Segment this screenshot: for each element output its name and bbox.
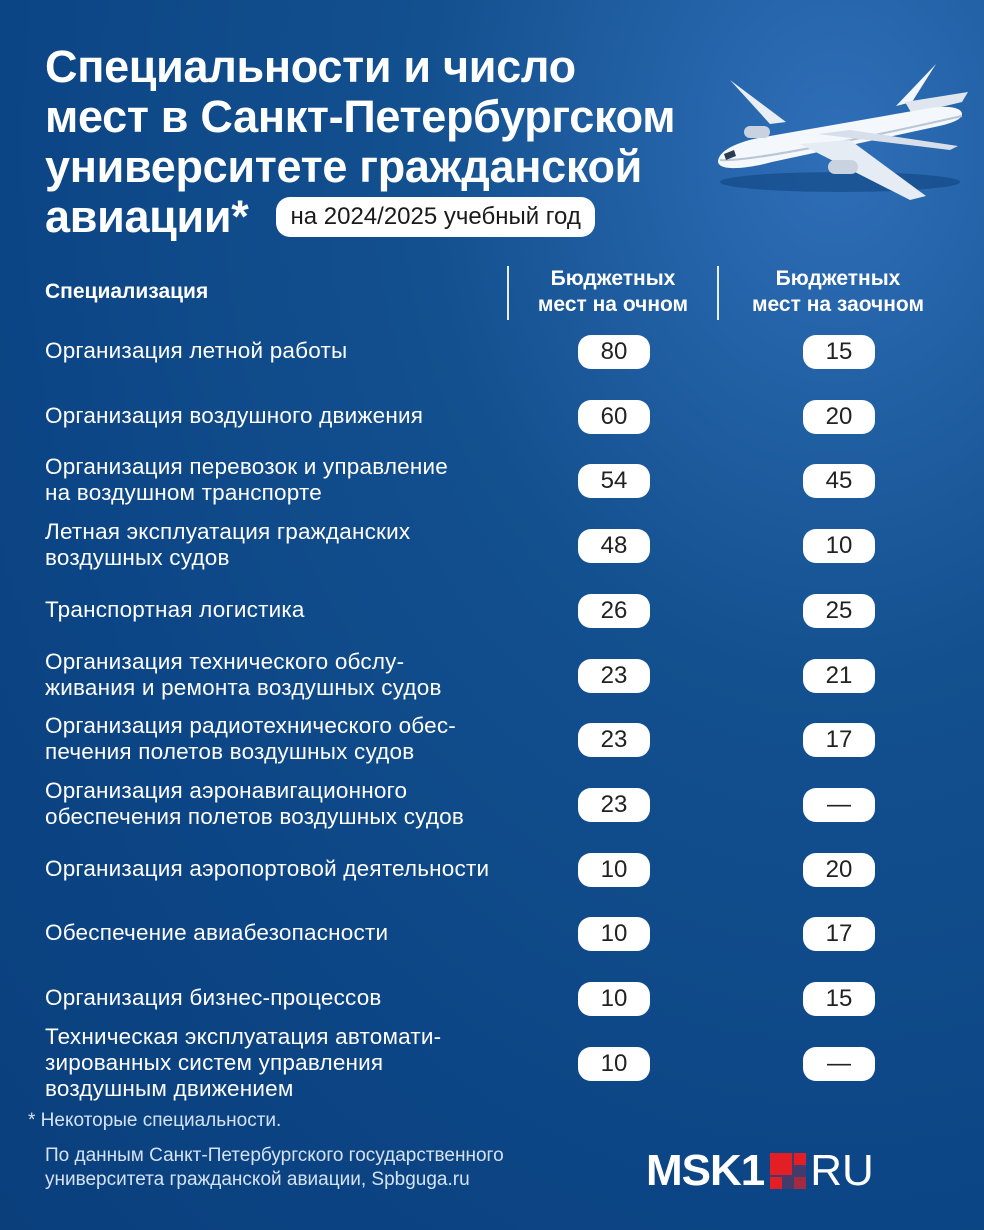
specialization-name-line: Обеспечение авиабезопасности — [45, 920, 389, 946]
fulltime-seats-badge: 10 — [578, 1047, 650, 1081]
table-row — [0, 901, 984, 965]
fulltime-seats-badge: 23 — [578, 723, 650, 757]
parttime-seats-badge: 20 — [803, 853, 875, 887]
column-header-fulltime-line-1: Бюджетных — [550, 267, 676, 290]
specialization-name-line: печения полетов воздушных судов — [45, 739, 415, 765]
specialization-name — [45, 384, 565, 448]
specialization-name-line: Организация летной работы — [45, 338, 348, 363]
specialization-name-line: Организация аэропортовой деятельности — [45, 855, 490, 881]
specialization-name — [45, 1023, 565, 1101]
logo-domain: RU — [810, 1146, 874, 1195]
parttime-seats-badge: — — [803, 1047, 875, 1081]
logo-square-icon — [770, 1153, 806, 1189]
table-row — [0, 966, 984, 1030]
column-divider — [717, 266, 719, 320]
table-row — [0, 1023, 984, 1101]
title-line-4: авиации* — [45, 191, 249, 242]
parttime-seats-badge: 15 — [803, 982, 875, 1016]
source-note — [45, 1144, 605, 1192]
fulltime-seats-badge: 26 — [578, 594, 650, 628]
logo-text: MSK1 — [646, 1146, 765, 1195]
specialization-name-line: воздушным движением — [45, 1075, 294, 1101]
table-row — [0, 384, 984, 448]
specialization-name — [45, 901, 565, 965]
footnote: * Некоторые специальности. — [28, 1110, 282, 1131]
column-header-fulltime — [509, 266, 717, 318]
airplane-image — [700, 50, 980, 200]
specialization-name-line: зированных систем управления — [45, 1049, 384, 1075]
table-row — [0, 707, 984, 771]
specialization-name — [45, 772, 565, 836]
column-header-specialization: Специализация — [45, 280, 209, 303]
parttime-seats-badge: 25 — [803, 594, 875, 628]
parttime-seats-badge: 20 — [803, 400, 875, 434]
column-header-parttime-line-2: мест на заочном — [751, 293, 925, 316]
specialization-name — [45, 448, 565, 512]
specialization-name-line: Организация технического обслу- — [45, 648, 405, 674]
specialization-name-line: Летная эксплуатация гражданских — [45, 519, 411, 545]
specialization-name-line: Организация радиотехнического обес- — [45, 713, 456, 739]
parttime-seats-badge: 21 — [803, 659, 875, 693]
table-row — [0, 643, 984, 707]
msk1-logo — [646, 1146, 874, 1196]
table-row — [0, 448, 984, 512]
parttime-seats-badge: 10 — [803, 529, 875, 563]
specialization-name — [45, 578, 565, 642]
source-line-2: университета гражданской авиации, Spbguga.ru — [45, 1169, 470, 1190]
source-line-1: По данным Санкт-Петербургского государственного — [45, 1145, 504, 1166]
specialization-name — [45, 319, 565, 383]
specialization-name-line: Организация аэронавигационного — [45, 777, 408, 803]
specialization-name-line: Транспортная логистика — [45, 596, 305, 622]
fulltime-seats-badge: 23 — [578, 788, 650, 822]
table-row — [0, 513, 984, 577]
specialization-name — [45, 513, 565, 577]
fulltime-seats-badge: 80 — [578, 335, 650, 369]
table-row — [0, 837, 984, 901]
specialization-name-line: Техническая эксплуатация автомати- — [45, 1023, 442, 1049]
parttime-seats-badge: 17 — [803, 917, 875, 951]
table-row — [0, 319, 984, 383]
page-title — [45, 42, 745, 242]
fulltime-seats-badge: 10 — [578, 853, 650, 887]
specialization-name-line: Организация перевозок и управление — [45, 454, 448, 480]
fulltime-seats-badge: 23 — [578, 659, 650, 693]
title-line-1: Специальности и число — [45, 41, 576, 92]
column-header-fulltime-line-2: мест на очном — [537, 293, 689, 316]
parttime-seats-badge: 17 — [803, 723, 875, 757]
specialization-name — [45, 643, 565, 707]
fulltime-seats-badge: 10 — [578, 917, 650, 951]
specialization-name — [45, 966, 565, 1030]
specialization-name-line: обеспечения полетов воздушных судов — [45, 803, 465, 829]
fulltime-seats-badge: 48 — [578, 529, 650, 563]
specialization-name-line: Организация воздушного движения — [45, 402, 424, 428]
column-header-parttime-line-1: Бюджетных — [775, 267, 901, 290]
parttime-seats-badge: — — [803, 788, 875, 822]
specialization-name-line: на воздушном транспорте — [45, 480, 322, 506]
table-row — [0, 772, 984, 836]
specialization-name-line: Организация бизнес-процессов — [45, 985, 382, 1010]
specialization-name-line: живания и ремонта воздушных судов — [45, 674, 442, 700]
column-header-parttime — [720, 266, 956, 318]
parttime-seats-badge: 15 — [803, 335, 875, 369]
title-line-2: мест в Санкт-Петербургском — [45, 91, 676, 142]
specialization-name — [45, 707, 565, 771]
parttime-seats-badge: 45 — [803, 464, 875, 498]
specialization-name-line: воздушных судов — [45, 545, 230, 571]
specialization-name — [45, 837, 565, 901]
fulltime-seats-badge: 60 — [578, 400, 650, 434]
table-row — [0, 578, 984, 642]
fulltime-seats-badge: 10 — [578, 982, 650, 1016]
academic-year-badge: на 2024/2025 учебный год — [276, 197, 594, 237]
title-line-3: университете гражданской — [45, 141, 643, 192]
fulltime-seats-badge: 54 — [578, 464, 650, 498]
